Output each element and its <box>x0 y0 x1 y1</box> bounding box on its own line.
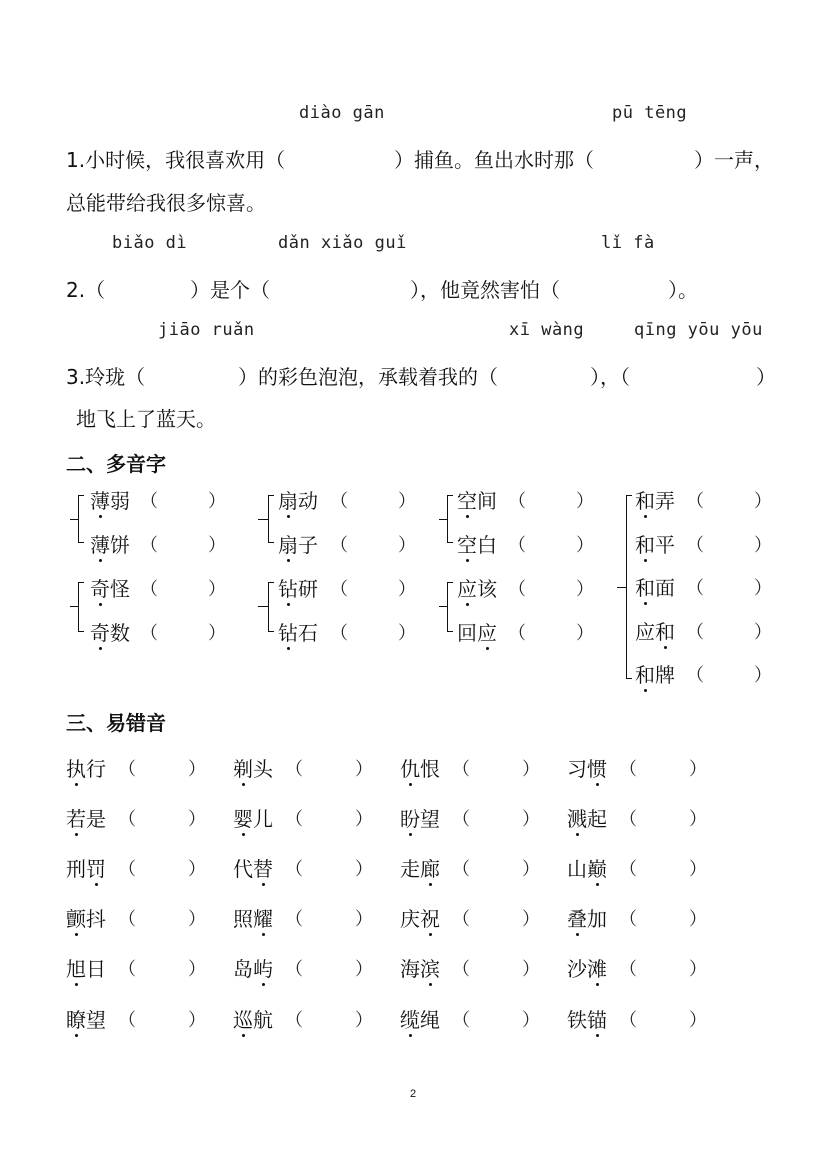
answer-paren-close: ） <box>522 959 540 980</box>
answer-paren-close: ） <box>754 578 772 599</box>
answer-paren-close: ） <box>689 809 707 830</box>
emphasis-dot <box>287 559 290 562</box>
answer-paren-open: （ <box>118 759 136 780</box>
emphasis-dot <box>242 783 245 786</box>
mistake-word: 山巅 <box>567 857 607 881</box>
pinyin-hint: dǎn xiǎo guǐ <box>278 233 407 253</box>
answer-paren-close: ） <box>355 1010 373 1031</box>
mistake-word: 盼望 <box>400 807 440 831</box>
q1-text-a: 1.小时候，我很喜欢用（ <box>66 148 286 172</box>
emphasis-dot <box>287 515 290 518</box>
mistake-word: 刑罚 <box>66 857 106 881</box>
mistake-word: 照耀 <box>233 907 273 931</box>
answer-paren-open: （ <box>508 491 526 512</box>
answer-paren-open: （ <box>452 809 470 830</box>
emphasis-dot <box>576 833 579 836</box>
mistake-word: 缆绳 <box>400 1008 440 1032</box>
answer-paren-open: （ <box>619 1010 637 1031</box>
q3-text-a: 3.玲珑（ <box>66 365 146 389</box>
mistake-word: 婴儿 <box>233 807 273 831</box>
answer-paren-close: ） <box>188 859 206 880</box>
emphasis-dot <box>262 883 265 886</box>
q3-text-line2: 地飞上了蓝天。 <box>76 407 216 431</box>
pinyin-hint: biǎo dì <box>112 233 188 253</box>
emphasis-dot <box>409 1034 412 1037</box>
pinyin-hint: diào gān <box>299 103 385 123</box>
answer-paren-open: （ <box>330 623 348 644</box>
polyphone-word: 和平 <box>635 532 675 557</box>
answer-paren-open: （ <box>619 809 637 830</box>
emphasis-dot <box>95 883 98 886</box>
emphasis-dot <box>596 983 599 986</box>
emphasis-dot <box>287 603 290 606</box>
answer-paren-close: ） <box>208 579 226 600</box>
answer-paren-close: ） <box>754 534 772 556</box>
emphasis-dot <box>409 833 412 836</box>
emphasis-dot <box>287 647 290 650</box>
answer-paren-open: （ <box>619 909 637 930</box>
section-heading: 二、多音字 <box>66 452 166 476</box>
brace-decoration <box>78 495 79 543</box>
polyphone-word: 和牌 <box>635 663 675 687</box>
mistake-word: 叠加 <box>567 907 607 931</box>
emphasis-dot <box>242 1034 245 1037</box>
emphasis-dot <box>644 559 647 562</box>
answer-paren-open: （ <box>686 621 704 643</box>
answer-paren-close: ） <box>576 579 594 600</box>
q2-text-c: ），他竟然害怕（ <box>410 278 560 302</box>
pinyin-hint: xī wàng <box>509 320 585 340</box>
mistake-word: 海滨 <box>400 957 440 981</box>
answer-paren-open: （ <box>619 759 637 780</box>
answer-paren-close: ） <box>208 535 226 556</box>
polyphone-word: 奇怪 <box>90 577 130 601</box>
emphasis-dot <box>242 833 245 836</box>
emphasis-dot <box>75 833 78 836</box>
emphasis-dot <box>429 933 432 936</box>
answer-paren-close: ） <box>689 909 707 930</box>
pinyin-hint: pū tēng <box>612 103 688 123</box>
answer-paren-open: （ <box>452 959 470 980</box>
emphasis-dot <box>429 883 432 886</box>
q1-text-c: ）一声， <box>694 148 774 172</box>
answer-paren-open: （ <box>508 535 526 556</box>
mistake-word: 剃头 <box>233 757 273 781</box>
polyphone-word: 奇数 <box>90 621 130 645</box>
pinyin-hint: jiāo ruǎn <box>158 320 255 340</box>
mistake-word: 瞭望 <box>66 1008 106 1032</box>
answer-paren-open: （ <box>330 579 348 600</box>
answer-paren-close: ） <box>398 623 416 644</box>
emphasis-dot <box>429 983 432 986</box>
polyphone-word: 扇子 <box>278 533 318 557</box>
emphasis-dot <box>262 933 265 936</box>
answer-paren-close: ） <box>398 579 416 600</box>
emphasis-dot <box>75 1034 78 1037</box>
polyphone-word: 空间 <box>457 489 497 513</box>
polyphone-word: 应该 <box>457 577 497 601</box>
answer-paren-close: ） <box>355 859 373 880</box>
emphasis-dot <box>99 603 102 606</box>
answer-paren-open: （ <box>285 1010 303 1031</box>
answer-paren-open: （ <box>452 1010 470 1031</box>
answer-paren-open: （ <box>118 959 136 980</box>
mistake-word: 执行 <box>66 757 106 781</box>
answer-paren-open: （ <box>330 535 348 556</box>
answer-paren-close: ） <box>689 1010 707 1031</box>
answer-paren-open: （ <box>508 579 526 600</box>
emphasis-dot <box>596 1034 599 1037</box>
section-heading: 三、易错音 <box>66 711 166 735</box>
polyphone-word: 回应 <box>457 621 497 645</box>
polyphone-word: 钻石 <box>278 621 318 645</box>
answer-paren-open: （ <box>619 959 637 980</box>
emphasis-dot <box>75 783 78 786</box>
q3-text-c: ），（ <box>590 365 630 389</box>
mistake-word: 习惯 <box>567 757 607 781</box>
brace-decoration <box>268 582 269 632</box>
emphasis-dot <box>75 933 78 936</box>
answer-paren-close: ） <box>208 623 226 644</box>
polyphone-word: 钻研 <box>278 577 318 601</box>
emphasis-dot <box>664 646 667 649</box>
answer-paren-close: ） <box>355 909 373 930</box>
answer-paren-open: （ <box>285 809 303 830</box>
answer-paren-close: ） <box>355 759 373 780</box>
answer-paren-close: ） <box>398 535 416 556</box>
answer-paren-open: （ <box>686 578 704 599</box>
answer-paren-open: （ <box>686 491 704 512</box>
answer-paren-open: （ <box>140 623 158 644</box>
answer-paren-close: ） <box>188 1010 206 1031</box>
brace-decoration <box>78 582 79 632</box>
answer-paren-close: ） <box>522 759 540 780</box>
answer-paren-open: （ <box>452 859 470 880</box>
polyphone-word: 扇动 <box>278 489 318 513</box>
answer-paren-open: （ <box>118 909 136 930</box>
answer-paren-close: ） <box>576 623 594 644</box>
polyphone-word: 应和 <box>635 619 675 644</box>
answer-paren-open: （ <box>508 623 526 644</box>
mistake-word: 旭日 <box>66 957 106 981</box>
pinyin-hint: lǐ fà <box>601 233 655 253</box>
mistake-word: 代替 <box>233 857 273 881</box>
answer-paren-close: ） <box>576 491 594 512</box>
answer-paren-close: ） <box>522 809 540 830</box>
answer-paren-close: ） <box>398 491 416 512</box>
brace-decoration <box>626 495 627 679</box>
answer-paren-close: ） <box>689 859 707 880</box>
answer-paren-open: （ <box>140 579 158 600</box>
answer-paren-close: ） <box>689 959 707 980</box>
mistake-word: 庆祝 <box>400 907 440 931</box>
answer-paren-open: （ <box>452 909 470 930</box>
q2-text-a: 2.（ <box>66 278 106 302</box>
answer-paren-open: （ <box>285 909 303 930</box>
emphasis-dot <box>466 603 469 606</box>
answer-paren-open: （ <box>686 534 704 556</box>
emphasis-dot <box>644 515 647 518</box>
answer-paren-close: ） <box>522 909 540 930</box>
answer-paren-open: （ <box>285 859 303 880</box>
answer-paren-open: （ <box>118 859 136 880</box>
q1-text-b: ）捕鱼。鱼出水时那（ <box>394 148 594 172</box>
emphasis-dot <box>466 515 469 518</box>
q3-text-d: ） <box>756 365 776 389</box>
emphasis-dot <box>262 983 265 986</box>
answer-paren-open: （ <box>285 959 303 980</box>
mistake-word: 仇恨 <box>400 757 440 781</box>
polyphone-word: 和面 <box>635 576 675 600</box>
emphasis-dot <box>596 783 599 786</box>
emphasis-dot <box>99 559 102 562</box>
mistake-word: 铁锚 <box>567 1008 607 1032</box>
answer-paren-close: ） <box>355 959 373 980</box>
answer-paren-open: （ <box>118 1010 136 1031</box>
mistake-word: 走廊 <box>400 857 440 881</box>
polyphone-word: 薄弱 <box>90 489 130 513</box>
answer-paren-close: ） <box>188 759 206 780</box>
answer-paren-close: ） <box>188 959 206 980</box>
answer-paren-open: （ <box>118 809 136 830</box>
q1-text-line2: 总能带给我很多惊喜。 <box>66 191 266 215</box>
q2-text-d: ）。 <box>668 278 698 302</box>
page-number: 2 <box>410 1088 417 1100</box>
emphasis-dot <box>99 515 102 518</box>
answer-paren-open: （ <box>686 665 704 686</box>
mistake-word: 沙滩 <box>567 957 607 981</box>
emphasis-dot <box>576 933 579 936</box>
answer-paren-close: ） <box>355 809 373 830</box>
answer-paren-open: （ <box>140 535 158 556</box>
answer-paren-close: ） <box>576 535 594 556</box>
emphasis-dot <box>644 689 647 692</box>
polyphone-word: 薄饼 <box>90 533 130 557</box>
pinyin-hint: qīng yōu yōu <box>634 320 763 340</box>
answer-paren-close: ） <box>754 621 772 643</box>
q2-text-b: ）是个（ <box>190 278 270 302</box>
answer-paren-open: （ <box>330 491 348 512</box>
brace-decoration <box>447 582 448 632</box>
answer-paren-close: ） <box>754 491 772 512</box>
mistake-word: 若是 <box>66 807 106 831</box>
answer-paren-close: ） <box>522 859 540 880</box>
answer-paren-close: ） <box>208 491 226 512</box>
mistake-word: 溅起 <box>567 807 607 831</box>
emphasis-dot <box>486 647 489 650</box>
brace-decoration <box>447 495 448 543</box>
answer-paren-open: （ <box>140 491 158 512</box>
answer-paren-open: （ <box>452 759 470 780</box>
emphasis-dot <box>75 983 78 986</box>
answer-paren-open: （ <box>285 759 303 780</box>
mistake-word: 岛屿 <box>233 957 273 981</box>
answer-paren-close: ） <box>188 909 206 930</box>
emphasis-dot <box>409 783 412 786</box>
answer-paren-close: ） <box>689 759 707 780</box>
answer-paren-close: ） <box>522 1010 540 1031</box>
answer-paren-open: （ <box>619 859 637 880</box>
q3-text-b: ）的彩色泡泡，承载着我的（ <box>238 365 498 389</box>
emphasis-dot <box>644 602 647 605</box>
answer-paren-close: ） <box>188 809 206 830</box>
emphasis-dot <box>99 647 102 650</box>
mistake-word: 颤抖 <box>66 907 106 931</box>
emphasis-dot <box>466 559 469 562</box>
polyphone-word: 和弄 <box>635 489 675 513</box>
brace-decoration <box>268 495 269 543</box>
polyphone-word: 空白 <box>457 533 497 557</box>
answer-paren-close: ） <box>754 665 772 686</box>
mistake-word: 巡航 <box>233 1008 273 1032</box>
emphasis-dot <box>596 883 599 886</box>
